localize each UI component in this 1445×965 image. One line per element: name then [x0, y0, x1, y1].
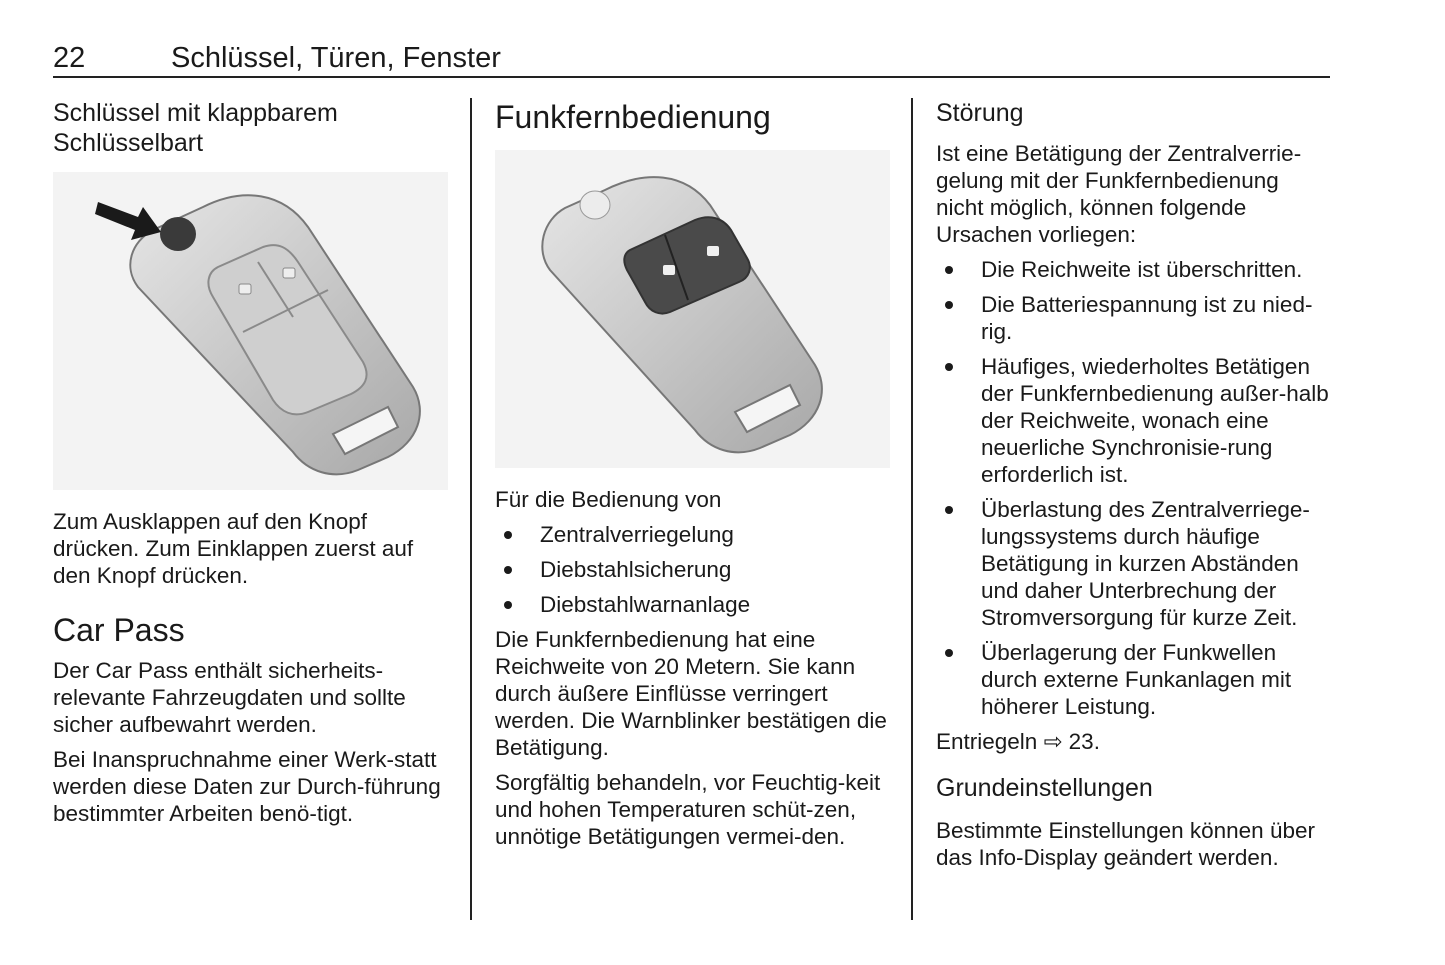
list-item: Überlastung des Zentralverriege-lungssystems durch häufige Betätigung in kurzen Abständen und daher Unterbrechung der Stromversorgung für kurze Zeit. [936, 496, 1331, 631]
basic-settings-heading: Grundeinstellungen [936, 774, 1153, 802]
column-divider-1 [470, 98, 472, 920]
column-3 [936, 98, 1336, 871]
remote-key-fob-icon [495, 150, 890, 468]
carpass-paragraph-1: Der Car Pass enthält sicherheits-relevante Fahrzeugdaten und sollte sicher aufbewahrt werden. [53, 658, 406, 737]
list-item: Die Batteriespannung ist zu nied-rig. [936, 291, 1331, 345]
fault-heading: Störung [936, 99, 1024, 127]
list-item: Diebstahlsicherung [495, 556, 895, 583]
column-2 [495, 98, 895, 850]
remote-paragraph-1: Die Funkfernbedienung hat eine Reichweite von 20 Metern. Sie kann durch äußere Einflüsse verringert werden. Die Warnblinker bestätigen die Betätigung. [495, 627, 887, 760]
fault-cause-list [936, 256, 1331, 720]
remote-function-list [495, 521, 895, 618]
basic-settings-text: Bestimmte Einstellungen können über das Info-Display geändert werden. [936, 818, 1315, 870]
section-title: Schlüssel, Türen, Fenster [171, 42, 501, 74]
remote-paragraph-2: Sorgfältig behandeln, vor Feuchtig-keit und hohen Temperaturen schüt-zen, unnötige Betätigungen vermei-den. [495, 770, 881, 849]
fault-intro: Ist eine Betätigung der Zentralverrie-gelung mit der Funkfernbedienung nicht möglich, können folgende Ursachen vorliegen: [936, 141, 1302, 247]
list-item: Überlagerung der Funkwellen durch externe Funkanlagen mit höherer Leistung. [936, 639, 1331, 720]
column-divider-2 [911, 98, 913, 920]
page-number: 22 [53, 42, 86, 74]
carpass-paragraph-2: Bei Inanspruchnahme einer Werk-statt werden diese Daten zur Durch-führung bestimmter Arbeiten benö-tigt. [53, 747, 441, 826]
list-item: Zentralverriegelung [495, 521, 895, 548]
list-item: Diebstahlwarnanlage [495, 591, 895, 618]
carpass-heading: Car Pass [53, 612, 185, 648]
list-item: Die Reichweite ist überschritten. [936, 256, 1331, 283]
key-heading: Schlüssel mit klappbarem Schlüsselbart [53, 99, 338, 157]
key-figure-text: Zum Ausklappen auf den Knopf drücken. Zum Einklappen zuerst auf den Knopf drücken. [53, 509, 414, 588]
remote-intro: Für die Bedienung von [495, 487, 722, 512]
cross-reference-link[interactable]: Entriegeln ⇨ 23. [936, 729, 1100, 754]
list-item: Häufiges, wiederholtes Betätigen der Funkfernbedienung außer-halb der Reichweite, wonach eine neuerliche Synchronisie-rung erforderlich ist. [936, 353, 1331, 488]
flip-key-with-button-arrow-icon [53, 172, 448, 490]
remote-heading: Funkfernbedienung [495, 99, 771, 135]
column-1 [53, 98, 453, 827]
page-header [53, 40, 1330, 78]
